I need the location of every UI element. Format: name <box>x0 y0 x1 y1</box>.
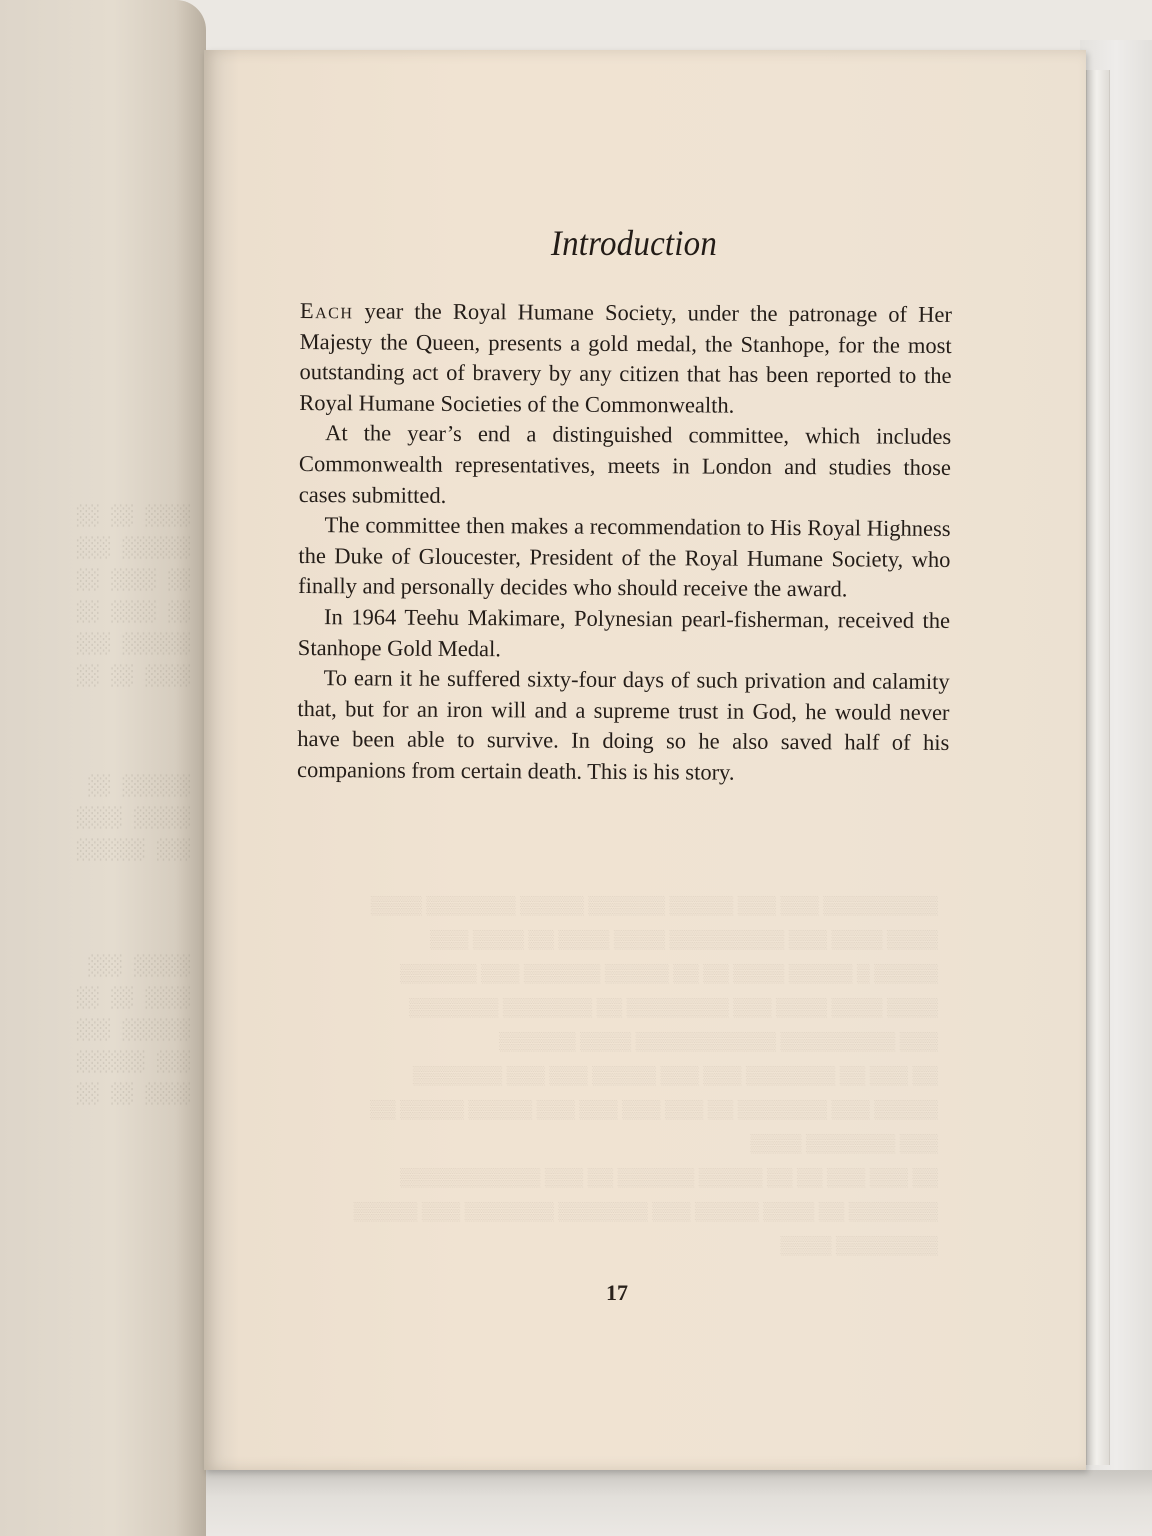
paragraph <box>299 296 952 422</box>
paragraph: To earn it he suffered sixty-four days of such privation and calamity that, but for an iron will and a supreme trust in God, he would never have been able to survive. In doing so he also saved half of his companions from certain death. This is his story. <box>297 665 950 785</box>
left-page-show-through-3: ░░░░░ ░░░ ░░░░ ░░ ░░ ░░░░░░ ░░░ ░░░ ░░░░░░ ░░░░ ░░ ░░ <box>75 955 190 1105</box>
right-page <box>204 50 1086 1470</box>
left-page-show-through-2: ░░░░░░ ░░ ░░░░░ ░░░░ ░░░ ░░░░░░ <box>75 775 190 861</box>
left-page-show-through: ░░░░ ░░ ░░ ░░░░░░ ░░░ ░░ ░░░░ ░░ ░░ ░░░░ ░░ ░░░░░░ ░░░ ░░░░ ░░ ░░ <box>75 505 190 687</box>
left-page <box>0 0 206 1536</box>
lead-small-caps: Each <box>299 297 354 324</box>
show-through-text: ▒▒▒▒▒▒▒▒▒ ▒▒▒ ▒▒▒ ▒▒▒▒▒ ▒▒▒▒▒▒ ▒▒▒▒▒ ▒▒▒▒▒▒▒ ▒▒▒▒ ▒▒▒▒ ▒▒▒▒ ▒▒▒ ▒▒▒▒▒▒▒▒▒ ▒▒▒▒ ▒▒▒▒ ▒▒ ▒▒▒▒ ▒▒▒ ▒▒▒▒▒ ▒ ▒▒▒▒▒ ▒▒▒▒ ▒▒ ▒▒ ▒▒▒▒▒ ▒▒▒▒▒▒ ▒▒▒ ▒▒▒▒▒▒ ▒▒▒▒ ▒▒▒▒ ▒▒▒▒ ▒▒▒ ▒▒▒▒▒▒▒▒ ▒▒ ▒▒▒▒▒▒▒ ▒▒▒▒▒▒▒ ▒▒▒ ▒▒▒▒▒▒▒▒▒ ▒▒▒▒▒▒▒▒▒▒▒ ▒▒▒▒ ▒▒▒▒▒▒ ▒▒ ▒▒▒ ▒▒ ▒▒▒▒▒▒▒ ▒▒▒ ▒▒▒ ▒▒▒▒▒ ▒▒▒ ▒▒▒ ▒▒▒▒▒▒▒ ▒▒▒▒▒ ▒▒▒ ▒▒▒▒▒▒▒ ▒▒ ▒▒▒ ▒▒▒ ▒▒▒ ▒▒▒ ▒▒▒▒▒ ▒▒▒▒▒ ▒▒ ▒▒▒ ▒▒▒▒▒▒▒ ▒▒▒▒ ▒▒ ▒▒▒ ▒▒▒ ▒▒ ▒▒ ▒▒▒▒▒ ▒▒▒▒▒▒ ▒▒ ▒▒▒ ▒▒▒▒▒▒▒▒▒▒▒ ▒▒▒▒▒▒▒ ▒▒ ▒▒▒▒ ▒▒▒▒▒ ▒▒▒ ▒▒▒▒▒▒▒ ▒▒▒▒▒▒▒ ▒▒▒ ▒▒▒▒▒ ▒▒▒▒▒▒▒▒ ▒▒▒▒ <box>353 895 938 1255</box>
page-number: 17 <box>606 1280 628 1305</box>
dust-jacket-edge <box>1086 70 1110 1465</box>
paragraph: At the year’s end a distinguished committee, which includes Commonwealth representatives, meets in London and studies those cases submitted. <box>298 420 952 508</box>
chapter-title: Introduction <box>550 224 718 264</box>
paragraph: The committee then makes a recommendation to His Royal Highness the Duke of Gloucester, President of the Royal Humane Society, who finally and personally decides who should receive the award. <box>298 512 951 602</box>
body-text <box>297 296 952 789</box>
paragraph: In 1964 Teehu Makimare, Polynesian pearl-fisherman, received the Stanhope Gold Medal. <box>297 604 951 661</box>
paragraph-text: year the Royal Humane Society, under the patronage of Her Majesty the Queen, presents a gold medal, the Stanhope, for the most outstanding act of bravery by any citizen that has been reported to the Royal Humane Societies of the Commonwealth. <box>299 298 952 418</box>
